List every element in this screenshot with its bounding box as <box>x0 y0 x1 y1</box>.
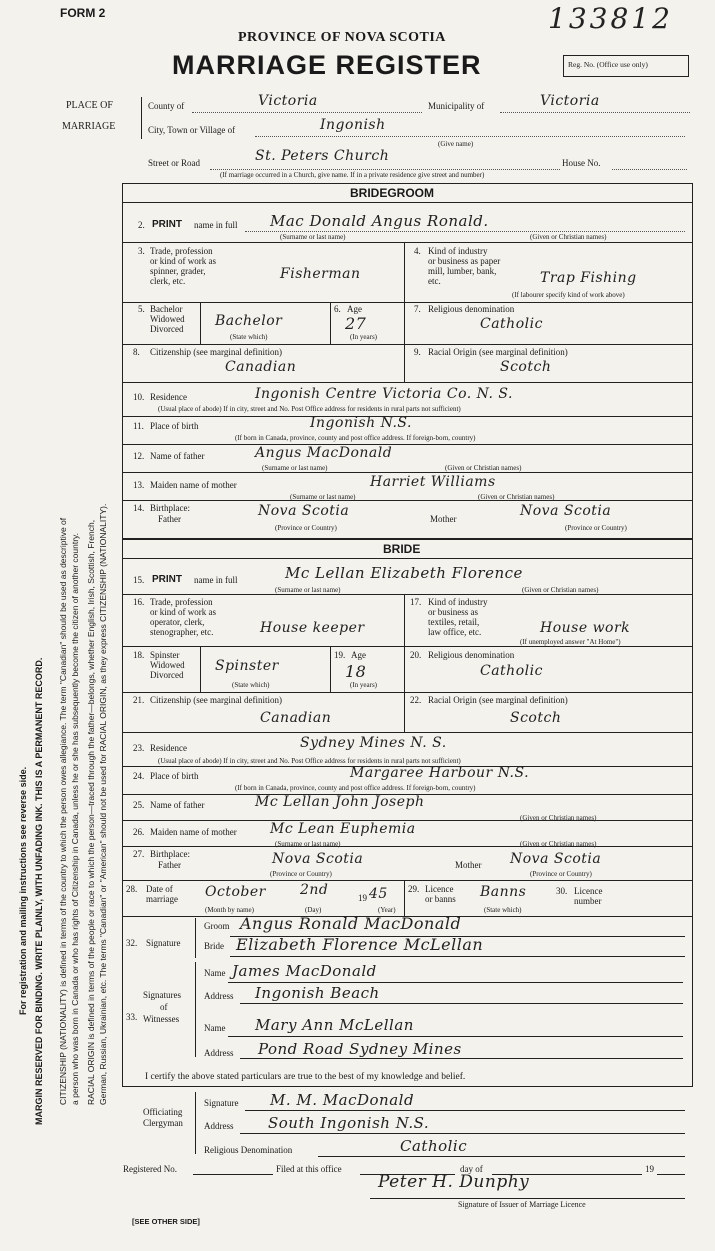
field-number: 8. <box>133 347 140 357</box>
street-line <box>210 169 560 170</box>
licence-or-banns: Banns <box>480 884 527 900</box>
status-label-3: Divorced <box>150 670 184 680</box>
year-prefix: 19 <box>358 893 367 903</box>
field-number: 2. <box>138 220 145 230</box>
industry-label-3: mill, lumber, bank, <box>428 266 497 276</box>
mother-label: Maiden name of mother <box>150 480 237 490</box>
witness-bracket <box>195 962 196 1057</box>
officiant-religion: Catholic <box>400 1137 468 1155</box>
registration-number: 133812 <box>548 2 673 35</box>
industry-label-2: or business as <box>428 607 478 617</box>
field-number: 10. <box>133 392 145 402</box>
field-number: 12. <box>133 451 145 461</box>
field-number: 13. <box>133 480 145 490</box>
divider <box>404 242 405 302</box>
county-value: Victoria <box>258 93 318 109</box>
name-label: Name <box>204 1023 226 1033</box>
trade-label-1: Trade, profession <box>150 597 213 607</box>
groom-name-line <box>245 231 685 232</box>
address-label: Address <box>204 1048 234 1058</box>
groom-age: 27 <box>345 314 367 333</box>
groom-racial-origin: Scotch <box>500 359 552 375</box>
bride-industry: House work <box>540 620 631 636</box>
industry-label-1: Kind of industry <box>428 246 488 256</box>
groom-citizenship: Canadian <box>225 359 297 375</box>
date-label-1: Date of <box>146 884 173 894</box>
field-number: 17. <box>410 597 422 607</box>
year-19-label: 19 <box>645 1164 654 1174</box>
page-title: MARRIAGE REGISTER <box>172 50 482 80</box>
religious-denomination-label: Religious Denomination <box>204 1145 293 1155</box>
sidebar-instructions: For registration and mailing instructions see reverse side. <box>18 766 28 1015</box>
officiating-bracket <box>195 1092 196 1154</box>
groom-trade: Fisherman <box>280 266 361 282</box>
issuer-note: Signature of Issuer of Marriage Licence <box>458 1200 586 1209</box>
given-note: (Given or Christian names) <box>478 493 555 501</box>
rule <box>122 444 692 445</box>
address-label: Address <box>204 991 234 1001</box>
trade-label-4: stenographer, etc. <box>150 627 214 637</box>
birthplace-note: (If born in Canada, province, county and post office address. If foreign-born, country) <box>235 434 476 442</box>
municipality-line <box>500 112 690 113</box>
birthplace-label: Place of birth <box>150 771 199 781</box>
form-label: FORM 2 <box>60 6 106 20</box>
see-other-side: [SEE OTHER SIDE] <box>132 1217 200 1226</box>
surname-note: (Surname or last name) <box>280 233 346 241</box>
give-name-note: (Give name) <box>438 140 474 148</box>
given-note: (Given or Christian names) <box>520 840 597 848</box>
divider <box>404 880 405 916</box>
sidebar-racial-def-2: German, Russian, Ukrainian, etc. The terms "Canadian" or "American" should not be used for RACIAL ORIGIN, as they express CITIZENSHIP (NATIONALITY). <box>98 503 108 1105</box>
mother-label: Maiden name of mother <box>150 827 237 837</box>
licence-no-label-2: number <box>574 896 602 906</box>
name-in-full-label: name in full <box>194 575 238 585</box>
groom-father: Angus MacDonald <box>255 445 393 461</box>
birthplace-heading: Birthplace: <box>150 503 190 513</box>
county-line <box>192 112 422 113</box>
registered-no-label: Registered No. <box>123 1164 177 1174</box>
residence-note: (Usual place of abode) If in city, street and No. Post Office address for residents in rural parts not sufficient) <box>158 757 461 765</box>
groom-status: Bachelor <box>215 313 283 329</box>
divider <box>404 692 405 732</box>
surname-note: (Surname or last name) <box>275 586 341 594</box>
in-years-note: (In years) <box>350 681 378 689</box>
rule <box>240 1133 685 1134</box>
industry-label-3: textiles, retail, <box>428 617 480 627</box>
industry-label-4: law office, etc. <box>428 627 482 637</box>
certification-statement: I certify the above stated particulars are true to the best of my knowledge and belief. <box>145 1072 466 1082</box>
rule <box>240 1058 683 1059</box>
field-number: 23. <box>133 743 145 753</box>
address-label: Address <box>204 1121 234 1131</box>
surname-note: (Surname or last name) <box>262 464 328 472</box>
field-number: 14. <box>133 503 145 513</box>
city-line <box>255 136 685 137</box>
rule <box>228 1036 683 1037</box>
status-label-3: Divorced <box>150 324 184 334</box>
field-number: 15. <box>133 575 145 585</box>
divider <box>404 646 405 692</box>
print-label: PRINT <box>152 574 182 585</box>
field-number: 30. <box>556 886 568 896</box>
bride-trade: House keeper <box>260 620 365 636</box>
rule <box>122 302 692 303</box>
bp-mother-label: Mother <box>430 514 457 524</box>
trade-label-3: spinner, grader, <box>150 266 206 276</box>
groom-name: Mac Donald Angus Ronald. <box>270 212 489 230</box>
field-number: 4. <box>414 246 421 256</box>
divider <box>200 302 201 344</box>
groom-father-birthplace: Nova Scotia <box>258 503 350 519</box>
province-note: (Province or Country) <box>275 524 337 532</box>
field-number: 18. <box>133 650 145 660</box>
rule <box>122 846 692 847</box>
county-label: County of <box>148 101 185 111</box>
groom-industry: Trap Fishing <box>540 270 637 286</box>
industry-label-2: or business as paper <box>428 256 501 266</box>
rule <box>370 1198 685 1199</box>
industry-note: (If labourer specify kind of work above) <box>512 291 625 299</box>
rule <box>122 242 692 243</box>
witness-label-2: of <box>160 1002 168 1012</box>
given-note: (Given or Christian names) <box>522 586 599 594</box>
in-years-note: (In years) <box>350 333 378 341</box>
rule <box>122 382 692 383</box>
religion-label: Religious denomination <box>428 304 515 314</box>
status-label-2: Widowed <box>150 660 185 670</box>
citizenship-label: Citizenship (see marginal definition) <box>150 347 283 357</box>
field-number: 11. <box>133 421 144 431</box>
trade-label-2: or kind of work as <box>150 256 216 266</box>
bridegroom-heading: BRIDEGROOM <box>350 186 434 200</box>
birthplace-note: (If born in Canada, province, county and post office address. If foreign-born, country) <box>235 784 476 792</box>
field-number: 19. <box>334 650 346 660</box>
groom-signature: Angus Ronald MacDonald <box>240 914 462 933</box>
field-number: 22. <box>410 695 422 705</box>
bride-status: Spinster <box>215 658 279 674</box>
reg-no-box-label: Reg. No. (Office use only) <box>568 60 648 69</box>
residence-label: Residence <box>150 743 187 753</box>
rule <box>122 732 692 733</box>
witness-label-3: Witnesses <box>143 1014 180 1024</box>
marriage-year: 45 <box>369 886 388 902</box>
day-of-label: day of <box>460 1164 483 1174</box>
province-note: (Province or Country) <box>270 870 332 878</box>
industry-note: (If unemployed answer "At Home") <box>520 638 621 646</box>
residence-label: Residence <box>150 392 187 402</box>
sidebar-citizenship-def-2: a person who was born in Canada or who has rights of Citizenship in Canada, unless he or she has subsequently become the citizen of another country. <box>70 532 80 1105</box>
industry-label-1: Kind of industry <box>428 597 488 607</box>
rule <box>240 1003 683 1004</box>
industry-label-4: etc. <box>428 276 441 286</box>
father-label: Name of father <box>150 800 205 810</box>
filed-label: Filed at this office <box>276 1164 342 1174</box>
status-label-1: Bachelor <box>150 304 183 314</box>
field-number: 7. <box>414 304 421 314</box>
signature-label: Signature <box>204 1098 239 1108</box>
sidebar-margin-note: MARGIN RESERVED FOR BINDING. WRITE PLAINLY, WITH UNFADING INK. THIS IS A PERMANENT RECORD. <box>34 657 44 1125</box>
municipality-value: Victoria <box>540 93 600 109</box>
field-number: 9. <box>414 347 421 357</box>
sidebar-citizenship-def-1: CITIZENSHIP (NATIONALITY) is defined in terms of the country to which the person owes allegiance. The term "Canadian" should be used as descriptive of <box>58 517 68 1105</box>
witness2-address: Pond Road Sydney Mines <box>258 1040 462 1058</box>
state-which-note: (State which) <box>232 681 270 689</box>
field-number: 24. <box>133 771 145 781</box>
field-number: 20. <box>410 650 422 660</box>
rule <box>245 1110 685 1111</box>
citizenship-label: Citizenship (see marginal definition) <box>150 695 283 705</box>
bride-residence: Sydney Mines N. S. <box>300 735 447 751</box>
province-note: (Province or Country) <box>565 524 627 532</box>
father-label: Name of father <box>150 451 205 461</box>
groom-birthplace: Ingonish N.S. <box>310 415 412 431</box>
divider <box>330 646 331 692</box>
groom-mother: Harriet Williams <box>370 474 496 490</box>
racial-label: Racial Origin (see marginal definition) <box>428 695 568 705</box>
surname-note: (Surname or last name) <box>290 493 356 501</box>
bp-father-label: Father <box>158 860 181 870</box>
marriage-month: October <box>205 884 266 900</box>
street-value: St. Peters Church <box>255 148 390 164</box>
surname-note: (Surname or last name) <box>275 840 341 848</box>
bride-citizenship: Canadian <box>260 710 332 726</box>
divider <box>404 344 405 382</box>
officiating-label-1: Officiating <box>143 1107 183 1117</box>
religion-label: Religious denomination <box>428 650 515 660</box>
witness-label-1: Signatures <box>143 990 181 1000</box>
racial-label: Racial Origin (see marginal definition) <box>428 347 568 357</box>
birthplace-label: Place of birth <box>150 421 199 431</box>
groom-mother-birthplace: Nova Scotia <box>520 503 612 519</box>
field-number: 6. <box>334 304 341 314</box>
bp-mother-label: Mother <box>455 860 482 870</box>
licence-label-1: Licence <box>425 884 454 894</box>
bride-mother: Mc Lean Euphemia <box>270 821 416 837</box>
rule <box>193 1174 273 1175</box>
field-number: 3. <box>138 246 145 256</box>
rule <box>318 1156 685 1157</box>
bride-top-rule <box>122 538 692 540</box>
field-number: 28. <box>126 884 138 894</box>
place-of-label: PLACE OF <box>66 100 113 111</box>
birthplace-heading: Birthplace: <box>150 849 190 859</box>
name-in-full-label: name in full <box>194 220 238 230</box>
rule <box>122 594 692 595</box>
licence-label-2: or banns <box>425 894 456 904</box>
rule <box>122 344 692 345</box>
municipality-label: Municipality of <box>428 101 485 111</box>
bride-name: Mc Lellan Elizabeth Florence <box>285 564 523 582</box>
field-number: 16. <box>133 597 145 607</box>
province-heading: PROVINCE OF NOVA SCOTIA <box>238 30 446 45</box>
divider <box>200 646 201 692</box>
place-bracket <box>141 97 142 139</box>
signature-label: Signature <box>146 938 181 948</box>
print-label: PRINT <box>152 219 182 230</box>
bride-mother-birthplace: Nova Scotia <box>510 851 602 867</box>
rule <box>122 880 692 881</box>
city-label: City, Town or Village of <box>148 125 236 135</box>
name-label: Name <box>204 968 226 978</box>
bride-father: Mc Lellan John Joseph <box>255 794 425 810</box>
groom-label: Groom <box>204 921 230 931</box>
rule <box>122 472 692 473</box>
rule <box>230 956 685 957</box>
field-number: 25. <box>133 800 145 810</box>
city-value: Ingonish <box>320 117 386 133</box>
groom-religion: Catholic <box>480 316 543 332</box>
bride-heading: BRIDE <box>383 542 421 556</box>
issuer-signature: Peter H. Dunphy <box>378 1172 530 1192</box>
signature-bracket <box>195 918 196 958</box>
day-note: (Day) <box>305 906 322 914</box>
bride-religion: Catholic <box>480 663 543 679</box>
rule <box>122 646 692 647</box>
bride-racial-origin: Scotch <box>510 710 562 726</box>
bride-age: 18 <box>345 662 367 681</box>
bride-signature: Elizabeth Florence McLellan <box>236 935 484 954</box>
officiating-label-2: Clergyman <box>143 1118 183 1128</box>
street-note: (If marriage occurred in a Church, give name. If in a private residence give street and number) <box>220 171 485 179</box>
year-note: (Year) <box>378 906 396 914</box>
divider <box>404 302 405 344</box>
witness2-name: Mary Ann McLellan <box>255 1016 414 1034</box>
given-note: (Given or Christian names) <box>530 233 607 241</box>
bridegroom-top-rule <box>122 202 692 203</box>
status-label-1: Spinster <box>150 650 180 660</box>
house-line <box>612 169 687 170</box>
field-number: 27. <box>133 849 145 859</box>
province-note: (Province or Country) <box>530 870 592 878</box>
bp-father-label: Father <box>158 514 181 524</box>
given-note: (Given or Christian names) <box>520 814 597 822</box>
field-number: 5. <box>138 304 145 314</box>
month-note: (Month by name) <box>205 906 254 914</box>
date-label-2: marriage <box>146 894 178 904</box>
divider <box>404 594 405 646</box>
bride-father-birthplace: Nova Scotia <box>272 851 364 867</box>
field-number: 29. <box>408 884 420 894</box>
field-number: 32. <box>126 938 138 948</box>
licence-no-label-1: Licence <box>574 886 603 896</box>
groom-residence: Ingonish Centre Victoria Co. N. S. <box>255 386 513 402</box>
age-label: Age <box>347 304 362 314</box>
bride-label: Bride <box>204 941 224 951</box>
rule <box>228 982 683 983</box>
given-note: (Given or Christian names) <box>445 464 522 472</box>
rule <box>657 1174 685 1175</box>
field-number: 26. <box>133 827 145 837</box>
house-label: House No. <box>562 158 601 168</box>
field-number: 33. <box>126 1012 138 1022</box>
bride-birthplace: Margaree Harbour N.S. <box>350 765 530 781</box>
officiant-address: South Ingonish N.S. <box>268 1114 430 1132</box>
witness1-address: Ingonish Beach <box>255 984 380 1002</box>
status-label-2: Widowed <box>150 314 185 324</box>
marriage-label: MARRIAGE <box>62 121 116 132</box>
field-number: 21. <box>133 695 145 705</box>
state-which-note: (State which) <box>230 333 268 341</box>
witness1-name: James MacDonald <box>232 962 377 980</box>
street-label: Street or Road <box>148 158 200 168</box>
trade-label-2: or kind of work as <box>150 607 216 617</box>
trade-label-4: clerk, etc. <box>150 276 186 286</box>
state-which-note: (State which) <box>484 906 522 914</box>
rule <box>122 692 692 693</box>
sidebar-racial-def-1: RACIAL ORIGIN is defined in terms of the people or race to which the person—traced through the father—belongs, whether English, Irish, Scottish, French, <box>86 519 96 1105</box>
rule <box>122 558 692 559</box>
age-label: Age <box>351 650 366 660</box>
divider <box>330 302 331 344</box>
trade-label-1: Trade, profession <box>150 246 213 256</box>
rule <box>122 500 692 501</box>
marriage-day: 2nd <box>300 882 329 898</box>
officiant-signature: M. M. MacDonald <box>270 1091 415 1109</box>
residence-note: (Usual place of abode) If in city, street and No. Post Office address for residents in rural parts not sufficient) <box>158 405 461 413</box>
trade-label-3: operator, clerk, <box>150 617 205 627</box>
